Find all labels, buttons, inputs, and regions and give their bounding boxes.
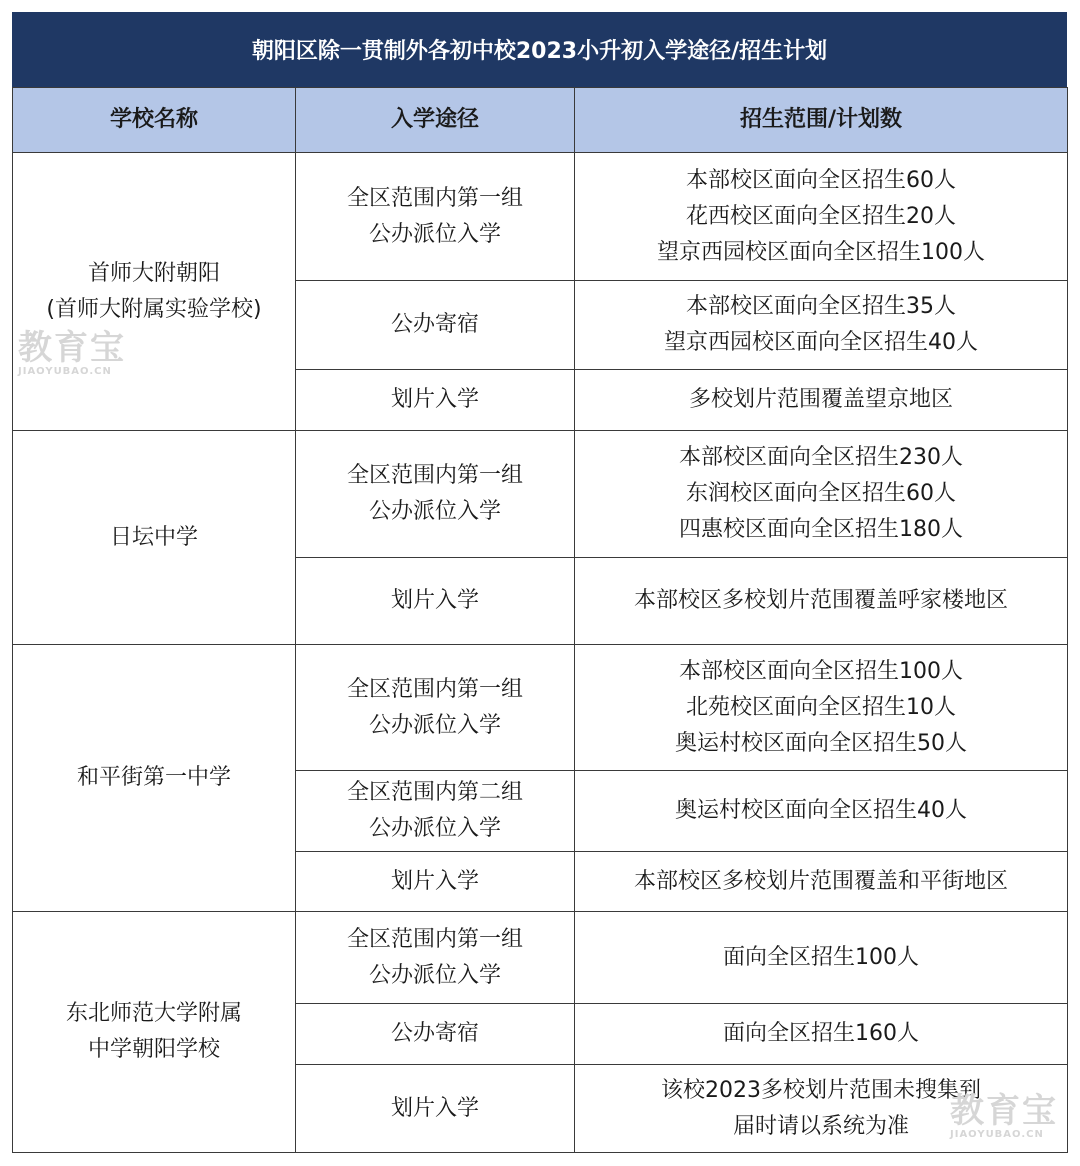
- enrollment-plan-cell: [575, 852, 1068, 912]
- enrollment-table-container: [12, 12, 1067, 1153]
- plan-line: 面向全区招生100人: [723, 944, 919, 970]
- plan-line: 奥运村校区面向全区招生40人: [675, 798, 967, 823]
- school-name-line: 首师大附朝阳: [87, 260, 220, 286]
- table-row: [13, 153, 1068, 281]
- route-line: 公办派位入学: [368, 962, 501, 988]
- route-line: 公办寄宿: [390, 1021, 479, 1046]
- enrollment-plan-cell: [575, 281, 1068, 370]
- school-name-line: 东北师范大学附属: [65, 1001, 242, 1026]
- watermark-url: JIAOYUBAO.CN: [18, 366, 112, 377]
- plan-line: 面向全区招生160人: [723, 1021, 919, 1046]
- school-name-line: 和平街第一中学: [76, 765, 231, 790]
- route-line: 公办派位入学: [368, 816, 501, 841]
- table-title: 朝阳区除一贯制外各初中校2023小升初入学途径/招生计划: [12, 12, 1067, 87]
- header-row: [13, 88, 1068, 153]
- school-name-cell: [13, 153, 296, 431]
- route-line: 全区范围内第一组: [346, 676, 523, 702]
- watermark-logo-text: 教育宝: [950, 1091, 1058, 1131]
- plan-line: 本部校区面向全区招生100人: [679, 658, 963, 684]
- plan-line: 东润校区面向全区招生60人: [686, 481, 956, 506]
- school-name-cell: [13, 431, 296, 645]
- plan-line: 本部校区多校划片范围覆盖和平街地区: [633, 868, 1008, 894]
- table-row: [13, 645, 1068, 771]
- enrollment-route-cell: [296, 431, 575, 558]
- plan-line: 奥运村校区面向全区招生50人: [675, 730, 967, 756]
- enrollment-plan-cell: [575, 1004, 1068, 1065]
- enrollment-plan-cell: [575, 558, 1068, 645]
- route-line: 划片入学: [390, 588, 479, 613]
- route-line: 全区范围内第一组: [346, 463, 523, 488]
- enrollment-plan-cell: [575, 153, 1068, 281]
- route-line: 公办派位入学: [368, 221, 501, 247]
- route-line: 全区范围内第一组: [346, 926, 523, 952]
- header-school-name: 学校名称: [13, 88, 296, 153]
- enrollment-plan-cell: [575, 1065, 1068, 1153]
- route-line: 公办派位入学: [368, 712, 501, 738]
- plan-line: 多校划片范围覆盖望京地区: [688, 387, 953, 412]
- enrollment-route-cell: [296, 771, 575, 852]
- enrollment-plan-cell: [575, 370, 1068, 431]
- school-name-line: 日坛中学: [109, 524, 198, 550]
- school-name-cell: [13, 645, 296, 912]
- enrollment-plan-cell: [575, 771, 1068, 852]
- enrollment-route-cell: [296, 281, 575, 370]
- watermark-url: JIAOYUBAO.CN: [950, 1129, 1044, 1140]
- enrollment-route-cell: [296, 645, 575, 771]
- route-line: 划片入学: [390, 868, 479, 894]
- header-enrollment-route: 入学途径: [296, 88, 575, 153]
- plan-line: 该校2023多校划片范围未搜集到: [661, 1077, 981, 1103]
- route-line: 全区范围内第二组: [346, 780, 523, 805]
- route-line: 划片入学: [390, 1095, 479, 1121]
- enrollment-route-cell: [296, 153, 575, 281]
- enrollment-route-cell: [296, 1065, 575, 1153]
- table-row: [13, 912, 1068, 1004]
- enrollment-route-cell: [296, 370, 575, 431]
- route-line: 公办派位入学: [368, 499, 501, 524]
- enrollment-plan-cell: [575, 645, 1068, 771]
- header-enrollment-plan: 招生范围/计划数: [575, 88, 1068, 153]
- school-name-line: (首师大附属实验学校): [46, 296, 262, 322]
- school-name-cell: [13, 912, 296, 1153]
- plan-line: 本部校区面向全区招生60人: [686, 167, 956, 193]
- table-row: [13, 431, 1068, 558]
- enrollment-plan-cell: [575, 431, 1068, 558]
- enrollment-plan-cell: [575, 912, 1068, 1004]
- plan-line: 花西校区面向全区招生20人: [686, 203, 956, 229]
- plan-line: 北苑校区面向全区招生10人: [686, 694, 956, 720]
- enrollment-table: [12, 87, 1068, 1153]
- school-name-line: 中学朝阳学校: [87, 1037, 220, 1062]
- watermark-logo-text: 教育宝: [18, 328, 126, 368]
- enrollment-route-cell: [296, 912, 575, 1004]
- plan-line: 届时请以系统为准: [732, 1113, 909, 1139]
- route-line: 全区范围内第一组: [346, 185, 523, 211]
- plan-line: 本部校区面向全区招生230人: [679, 445, 963, 470]
- plan-line: 望京西园校区面向全区招生40人: [664, 330, 978, 355]
- plan-line: 四惠校区面向全区招生180人: [679, 517, 963, 542]
- enrollment-route-cell: [296, 1004, 575, 1065]
- route-line: 划片入学: [390, 387, 479, 412]
- plan-line: 本部校区多校划片范围覆盖呼家楼地区: [633, 588, 1008, 613]
- enrollment-route-cell: [296, 852, 575, 912]
- plan-line: 望京西园校区面向全区招生100人: [657, 239, 985, 265]
- enrollment-route-cell: [296, 558, 575, 645]
- route-line: 公办寄宿: [390, 312, 479, 337]
- plan-line: 本部校区面向全区招生35人: [686, 294, 956, 319]
